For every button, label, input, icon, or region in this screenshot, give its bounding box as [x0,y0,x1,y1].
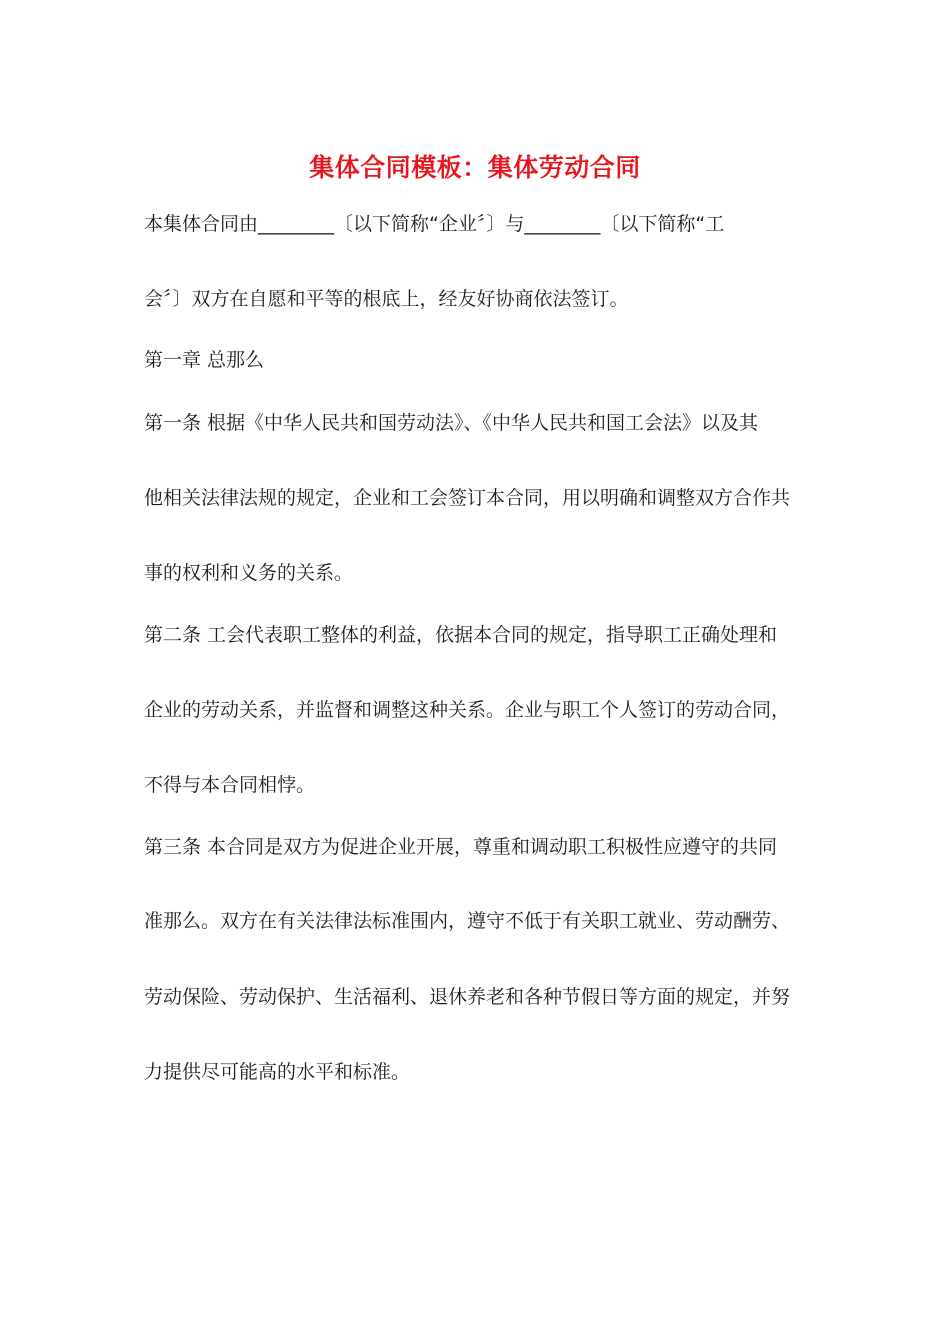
paragraph-line: 会〞〕双方在自愿和平等的根底上，经友好协商依法签订。 [144,288,629,310]
document-title: 集体合同模板：集体劳动合同 [309,153,641,182]
paragraph-line: 第三条 本合同是双方为促进企业开展，尊重和调动职工积极性应遵守的共同 [144,836,778,858]
paragraph-line: 准那么。双方在有关法律法标准围内，遵守不低于有关职工就业、劳动酬劳、 [144,910,791,932]
paragraph-line: 第一条 根据《中华人民共和国劳动法》、《中华人民共和国工会法》以及其 [144,412,759,434]
paragraph-line: 企业的劳动关系，并监督和调整这种关系。企业与职工个人签订的劳动合同， [144,699,791,721]
paragraph-line: 第二条 工会代表职工整体的利益，依据本合同的规定，指导职工正确处理和 [144,624,778,646]
paragraph-line: 他相关法律法规的规定，企业和工会签订本合同，用以明确和调整双方合作共 [144,487,791,509]
paragraph-line: 力提供尽可能高的水平和标准。 [144,1061,411,1083]
paragraph-line: 事的权利和义务的关系。 [144,562,354,584]
paragraph-line: 不得与本合同相悖。 [144,774,316,796]
paragraph-line: 本集体合同由________〔以下简称“企业〞〕与________〔以下简称“工 [144,213,725,235]
chapter-heading: 第一章 总那么 [144,349,265,371]
paragraph-line: 劳动保险、劳动保护、生活福利、退休养老和各种节假日等方面的规定，并努 [144,986,791,1008]
